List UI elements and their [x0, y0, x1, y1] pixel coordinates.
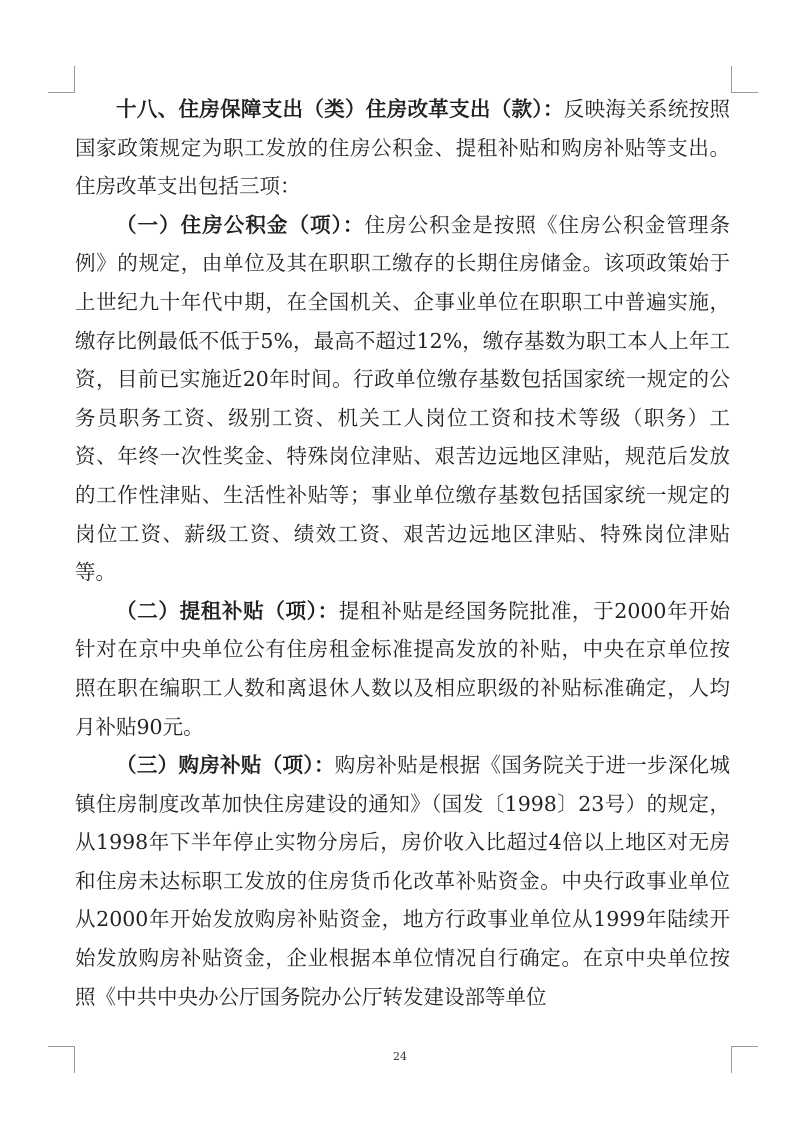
paragraph-text: 购房补贴是根据《国务院关于进一步深化城镇住房制度改革加快住房建设的通知》（国发〔1998〕23号）的规定，从1998年下半年停止实物分房后，房价收入比超过4倍以上地区对无房和住房未达标职工发放的住房货币化改革补贴资金。中央行政事业单位从2000年开始发放购房补贴资金，地方行政事业单位从1999年陆续开始发放购房补贴资金，企业根据本单位情况自行确定。在京中央单位按照《中共中央办公厅国务院办公厅转发建设部等单位: [75, 753, 731, 1009]
crop-mark-top-right-h: [731, 92, 758, 93]
paragraph-heading: （一）住房公积金（项）：: [116, 212, 365, 237]
paragraph-heading: 十八、住房保障支出（类）住房改革支出（款）：: [116, 97, 564, 121]
paragraph-heading: （二）提租补贴（项）：: [116, 598, 339, 623]
crop-mark-top-left-v: [74, 66, 75, 93]
crop-mark-top-left-h: [48, 92, 75, 93]
paragraph-purchase-subsidy: [75, 746, 730, 1016]
crop-mark-top-right-v: [731, 66, 732, 93]
document-body: [75, 90, 730, 1016]
paragraph-text: 提租补贴是经国务院批准，于2000年开始针对在京中央单位公有住房租金标准提高发放的补贴，中央在京单位按照在职在编职工人数和离退休人数以及相应职级的补贴标准确定，人均月补贴90元。: [75, 598, 731, 739]
crop-mark-bottom-left-h: [48, 1046, 75, 1047]
page-number: 24: [393, 1050, 407, 1063]
paragraph-provident-fund: [75, 206, 730, 592]
crop-mark-bottom-right-h: [731, 1046, 758, 1047]
paragraph-housing-reform: [75, 90, 730, 206]
paragraph-rent-subsidy: [75, 592, 730, 746]
paragraph-text: 住房公积金是按照《住房公积金管理条例》的规定，由单位及其在职职工缴存的长期住房储金。该项政策始于上世纪九十年代中期，在全国机关、企事业单位在职职工中普遍实施，缴存比例最低不低于5%，最高不超过12%，缴存基数为职工本人上年工资，目前已实施近20年时间。行政单位缴存基数包括国家统一规定的公务员职务工资、级别工资、机关工人岗位工资和技术等级（职务）工资、年终一次性奖金、特殊岗位津贴、艰苦边远地区津贴，规范后发放的工作性津贴、生活性补贴等；事业单位缴存基数包括国家统一规定的岗位工资、薪级工资、绩效工资、艰苦边远地区津贴、特殊岗位津贴等。: [75, 212, 730, 585]
paragraph-text: 反映海关系统按照国家政策规定为职工发放的住房公积金、提租补贴和购房补贴等支出。住房改革支出包括三项：: [75, 97, 731, 199]
paragraph-heading: （三）购房补贴（项）：: [116, 753, 335, 778]
